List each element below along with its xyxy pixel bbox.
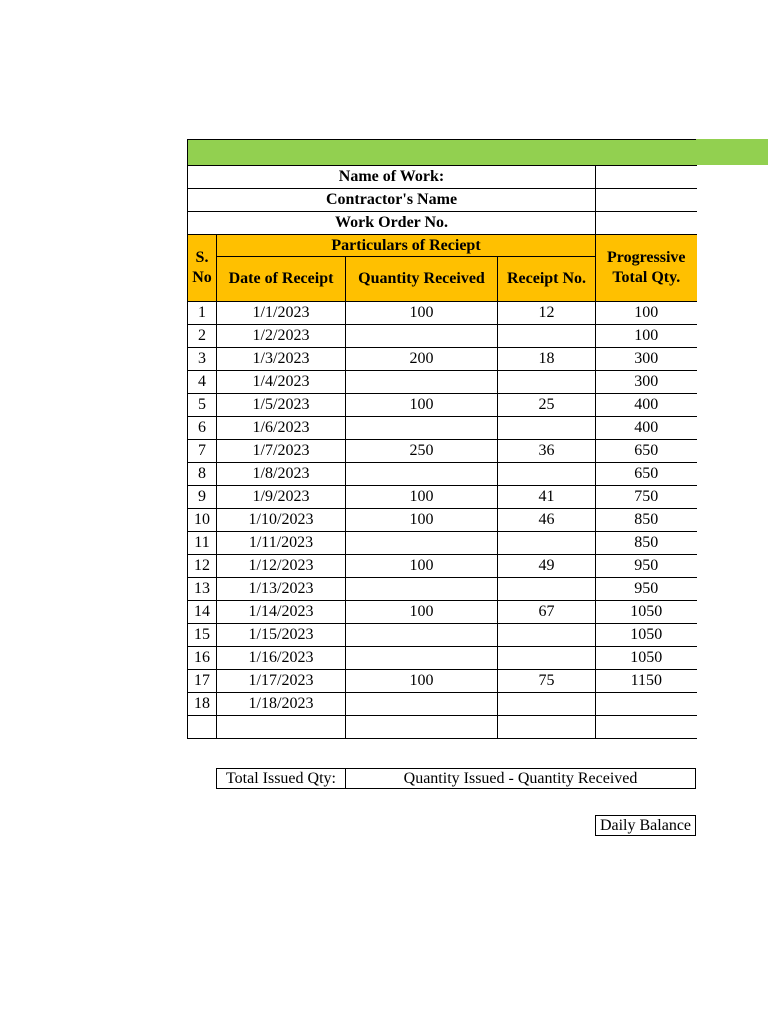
title-bar xyxy=(187,139,768,165)
table-row xyxy=(188,624,697,647)
quantity-cell[interactable]: 200 xyxy=(346,348,498,371)
sno-header[interactable] xyxy=(188,235,217,302)
progressive-total-cell[interactable]: 650 xyxy=(596,463,697,486)
progressive-total-cell[interactable] xyxy=(596,716,697,739)
receipt-no-cell[interactable]: 18 xyxy=(498,348,596,371)
date-of-receipt-header[interactable]: Date of Receipt xyxy=(217,257,346,302)
sno-cell[interactable]: 12 xyxy=(188,555,217,578)
table-row xyxy=(188,394,697,417)
table-row xyxy=(188,647,697,670)
date-cell[interactable]: 1/13/2023 xyxy=(217,578,346,601)
progressive-total-cell[interactable]: 1050 xyxy=(596,624,697,647)
sno-cell[interactable]: 13 xyxy=(188,578,217,601)
table-row xyxy=(188,440,697,463)
particulars-header[interactable]: Particulars of Reciept xyxy=(217,235,596,257)
sno-cell[interactable] xyxy=(188,716,217,739)
quantity-cell[interactable]: 250 xyxy=(346,440,498,463)
receipt-no-cell[interactable] xyxy=(498,325,596,348)
table-row xyxy=(188,601,697,624)
receipt-no-cell[interactable] xyxy=(498,647,596,670)
contractor-name-value[interactable] xyxy=(596,189,697,212)
quantity-cell[interactable] xyxy=(346,716,498,739)
header-row-top xyxy=(188,235,697,257)
receipt-no-cell[interactable]: 75 xyxy=(498,670,596,693)
name-of-work-row xyxy=(188,166,697,189)
quantity-cell[interactable] xyxy=(346,417,498,440)
quantity-cell[interactable]: 100 xyxy=(346,670,498,693)
table-row xyxy=(188,555,697,578)
progressive-total-cell[interactable]: 750 xyxy=(596,486,697,509)
quantity-cell[interactable]: 100 xyxy=(346,486,498,509)
name-of-work-label[interactable]: Name of Work: xyxy=(188,166,596,189)
receipt-no-cell[interactable] xyxy=(498,532,596,555)
date-cell[interactable]: 1/14/2023 xyxy=(217,601,346,624)
date-cell[interactable]: 1/11/2023 xyxy=(217,532,346,555)
receipt-no-header[interactable]: Receipt No. xyxy=(498,257,596,302)
date-cell[interactable]: 1/12/2023 xyxy=(217,555,346,578)
sno-cell[interactable]: 2 xyxy=(188,325,217,348)
date-cell[interactable] xyxy=(217,716,346,739)
date-cell[interactable]: 1/15/2023 xyxy=(217,624,346,647)
receipt-no-cell[interactable]: 67 xyxy=(498,601,596,624)
sno-cell[interactable]: 1 xyxy=(188,302,217,325)
progressive-total-header[interactable] xyxy=(596,235,697,302)
progressive-total-cell[interactable]: 100 xyxy=(596,325,697,348)
table-row xyxy=(188,716,697,739)
sno-cell[interactable]: 3 xyxy=(188,348,217,371)
table-row xyxy=(188,463,697,486)
receipt-no-cell[interactable]: 25 xyxy=(498,394,596,417)
quantity-cell[interactable] xyxy=(346,693,498,716)
table-row xyxy=(188,670,697,693)
table-row xyxy=(188,486,697,509)
receipt-no-cell[interactable] xyxy=(498,417,596,440)
progressive-total-cell[interactable] xyxy=(596,693,697,716)
date-cell[interactable]: 1/1/2023 xyxy=(217,302,346,325)
date-cell[interactable]: 1/4/2023 xyxy=(217,371,346,394)
work-order-value[interactable] xyxy=(596,212,697,235)
date-cell[interactable]: 1/17/2023 xyxy=(217,670,346,693)
date-cell[interactable]: 1/16/2023 xyxy=(217,647,346,670)
progressive-total-cell[interactable]: 950 xyxy=(596,578,697,601)
sno-cell[interactable]: 14 xyxy=(188,601,217,624)
progressive-total-cell[interactable]: 850 xyxy=(596,509,697,532)
date-cell[interactable]: 1/7/2023 xyxy=(217,440,346,463)
receipt-no-cell[interactable] xyxy=(498,716,596,739)
table-row xyxy=(188,325,697,348)
total-issued-formula[interactable]: Quantity Issued - Quantity Received xyxy=(345,768,696,789)
table-row xyxy=(188,509,697,532)
quantity-cell[interactable]: 100 xyxy=(346,509,498,532)
table-row xyxy=(188,302,697,325)
receipt-no-cell[interactable]: 41 xyxy=(498,486,596,509)
sno-cell[interactable]: 17 xyxy=(188,670,217,693)
sno-cell[interactable]: 9 xyxy=(188,486,217,509)
date-cell[interactable]: 1/8/2023 xyxy=(217,463,346,486)
title-bar-left-border xyxy=(187,139,188,165)
sno-cell[interactable]: 4 xyxy=(188,371,217,394)
sno-cell[interactable]: 8 xyxy=(188,463,217,486)
sno-cell[interactable]: 5 xyxy=(188,394,217,417)
progressive-total-cell[interactable]: 1050 xyxy=(596,601,697,624)
table-row xyxy=(188,578,697,601)
date-cell[interactable]: 1/3/2023 xyxy=(217,348,346,371)
table-row xyxy=(188,348,697,371)
date-cell[interactable]: 1/9/2023 xyxy=(217,486,346,509)
progressive-total-cell[interactable]: 650 xyxy=(596,440,697,463)
sno-cell[interactable]: 10 xyxy=(188,509,217,532)
quantity-cell[interactable] xyxy=(346,371,498,394)
quantity-cell[interactable] xyxy=(346,578,498,601)
quantity-received-header[interactable]: Quantity Received xyxy=(346,257,498,302)
receipt-no-cell[interactable] xyxy=(498,624,596,647)
receipt-no-cell[interactable] xyxy=(498,371,596,394)
quantity-cell[interactable] xyxy=(346,463,498,486)
name-of-work-value[interactable] xyxy=(596,166,697,189)
sno-header-line2: No xyxy=(192,269,212,286)
date-cell[interactable]: 1/10/2023 xyxy=(217,509,346,532)
quantity-cell[interactable] xyxy=(346,325,498,348)
quantity-cell[interactable]: 100 xyxy=(346,302,498,325)
date-cell[interactable]: 1/5/2023 xyxy=(217,394,346,417)
quantity-cell[interactable] xyxy=(346,647,498,670)
progressive-total-cell[interactable]: 400 xyxy=(596,394,697,417)
receipt-no-cell[interactable]: 49 xyxy=(498,555,596,578)
quantity-cell[interactable] xyxy=(346,532,498,555)
work-order-label[interactable]: Work Order No. xyxy=(188,212,596,235)
total-issued-label[interactable]: Total Issued Qty: xyxy=(216,768,346,789)
quantity-cell[interactable]: 100 xyxy=(346,555,498,578)
table-row xyxy=(188,532,697,555)
progressive-header-line1: Progressive xyxy=(607,249,686,266)
sno-cell[interactable]: 15 xyxy=(188,624,217,647)
sno-cell[interactable]: 6 xyxy=(188,417,217,440)
receipt-no-cell[interactable]: 46 xyxy=(498,509,596,532)
sno-cell[interactable]: 16 xyxy=(188,647,217,670)
receipt-no-cell[interactable]: 36 xyxy=(498,440,596,463)
sno-header-line1: S. xyxy=(195,249,209,266)
progressive-total-cell[interactable]: 1150 xyxy=(596,670,697,693)
date-cell[interactable]: 1/18/2023 xyxy=(217,693,346,716)
progressive-total-cell[interactable]: 100 xyxy=(596,302,697,325)
sno-cell[interactable]: 11 xyxy=(188,532,217,555)
quantity-cell[interactable] xyxy=(346,624,498,647)
receipt-no-cell[interactable] xyxy=(498,578,596,601)
progressive-total-cell[interactable]: 850 xyxy=(596,532,697,555)
receipt-register-table xyxy=(187,165,697,739)
table-row xyxy=(188,417,697,440)
progressive-total-cell[interactable]: 300 xyxy=(596,371,697,394)
progressive-header-line2: Total Qty. xyxy=(612,269,681,286)
contractor-name-label[interactable]: Contractor's Name xyxy=(188,189,596,212)
receipt-no-cell[interactable]: 12 xyxy=(498,302,596,325)
progressive-total-cell[interactable]: 300 xyxy=(596,348,697,371)
work-order-row xyxy=(188,212,697,235)
receipt-no-cell[interactable] xyxy=(498,693,596,716)
date-cell[interactable]: 1/2/2023 xyxy=(217,325,346,348)
quantity-cell[interactable]: 100 xyxy=(346,394,498,417)
title-bar-top-border xyxy=(187,139,696,140)
sno-cell[interactable]: 7 xyxy=(188,440,217,463)
progressive-total-cell[interactable]: 950 xyxy=(596,555,697,578)
progressive-total-cell[interactable]: 400 xyxy=(596,417,697,440)
progressive-total-cell[interactable]: 1050 xyxy=(596,647,697,670)
contractor-name-row xyxy=(188,189,697,212)
date-cell[interactable]: 1/6/2023 xyxy=(217,417,346,440)
receipt-no-cell[interactable] xyxy=(498,463,596,486)
quantity-cell[interactable]: 100 xyxy=(346,601,498,624)
table-row xyxy=(188,371,697,394)
table-row xyxy=(188,693,697,716)
daily-balance-cell[interactable]: Daily Balance xyxy=(595,815,696,836)
sno-cell[interactable]: 18 xyxy=(188,693,217,716)
